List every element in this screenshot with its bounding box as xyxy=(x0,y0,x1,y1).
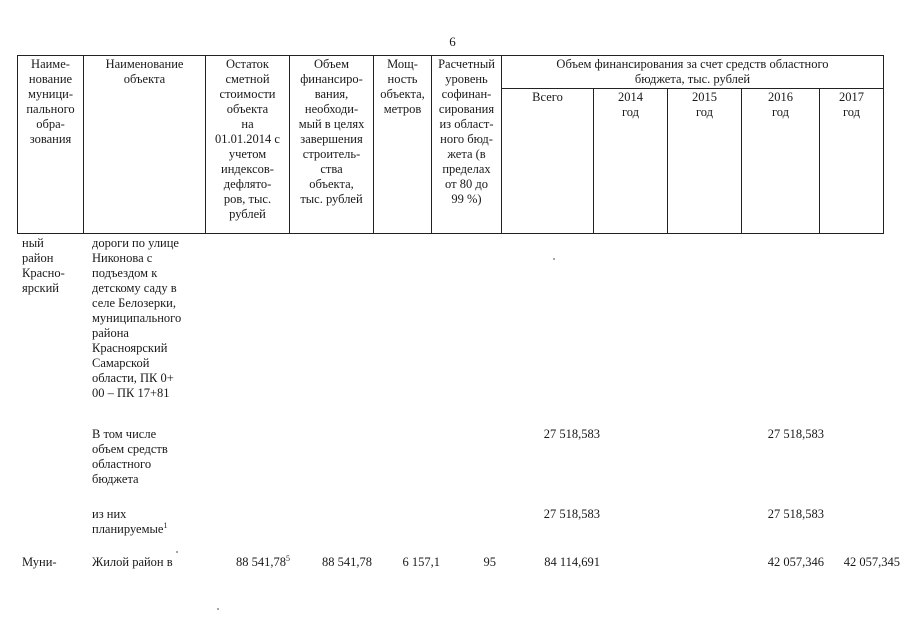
header-cofinancing-level: Расчетный уровень софинан- сирования из област- ного бюд- жета (в пределах от 80 до 99 %) xyxy=(432,56,502,234)
row3-label-text: из них планируемые xyxy=(92,507,164,536)
header-municipality: Наиме- нование муници- пального обра- зования xyxy=(18,56,84,234)
scan-speck xyxy=(217,608,219,610)
header-2016: 2016 год xyxy=(742,89,820,234)
header-object: Наименование объекта xyxy=(84,56,206,234)
row4-2016: 42 057,346 xyxy=(767,555,824,569)
row4-2017: 42 057,345 xyxy=(843,555,900,569)
row4-level: 95 xyxy=(483,555,496,569)
row3-footnote: 1 xyxy=(163,520,168,530)
row1-object: дороги по улице Никонова с подъездом к детскому саду в селе Белозерки, муниципального района Красноярский Самарской области, ПК 0+ 00 – ПК 17+81 xyxy=(92,236,182,400)
row4-remaining xyxy=(212,555,290,570)
budget-table-header xyxy=(17,55,884,234)
header-financing-needed: Объем финансиро- вания, необходи- мый в целях завершения строитель- ства объекта, тыс. рублей xyxy=(290,56,374,234)
row3-label xyxy=(92,507,217,537)
header-total: Всего xyxy=(502,89,594,234)
row4-capacity: 6 157,1 xyxy=(402,555,440,569)
page-number: 6 xyxy=(449,34,456,49)
header-2014: 2014 год xyxy=(594,89,668,234)
header-remaining-cost: Остаток сметной стоимости объекта на 01.01.2014 с учетом индексов- дефлято- ров, тыс. рублей xyxy=(206,56,290,234)
scan-speck xyxy=(176,551,178,553)
row4-total: 84 114,691 xyxy=(544,555,600,569)
row4-remaining-value: 88 541,78 xyxy=(236,555,286,569)
row3-2016: 27 518,583 xyxy=(767,507,824,521)
header-2015: 2015 год xyxy=(668,89,742,234)
header-capacity: Мощ- ность объекта, метров xyxy=(374,56,432,234)
row4-financing: 88 541,78 xyxy=(322,555,372,569)
row4-object: Жилой район в xyxy=(92,555,173,569)
row1-municipality: ный район Красно- ярский xyxy=(22,236,65,295)
scan-speck xyxy=(553,258,555,260)
row2-2016: 27 518,583 xyxy=(767,427,824,441)
row4-municipality: Муни- xyxy=(22,555,57,569)
row2-label: В том числе объем средств областного бюджета xyxy=(92,427,168,486)
row2-total: 27 518,583 xyxy=(543,427,600,441)
header-regional-budget: Объем финансирования за счет средств областного бюджета, тыс. рублей xyxy=(502,56,884,89)
header-2017: 2017 год xyxy=(820,89,884,234)
row4-remaining-footnote: 5 xyxy=(286,553,290,563)
row3-total: 27 518,583 xyxy=(543,507,600,521)
